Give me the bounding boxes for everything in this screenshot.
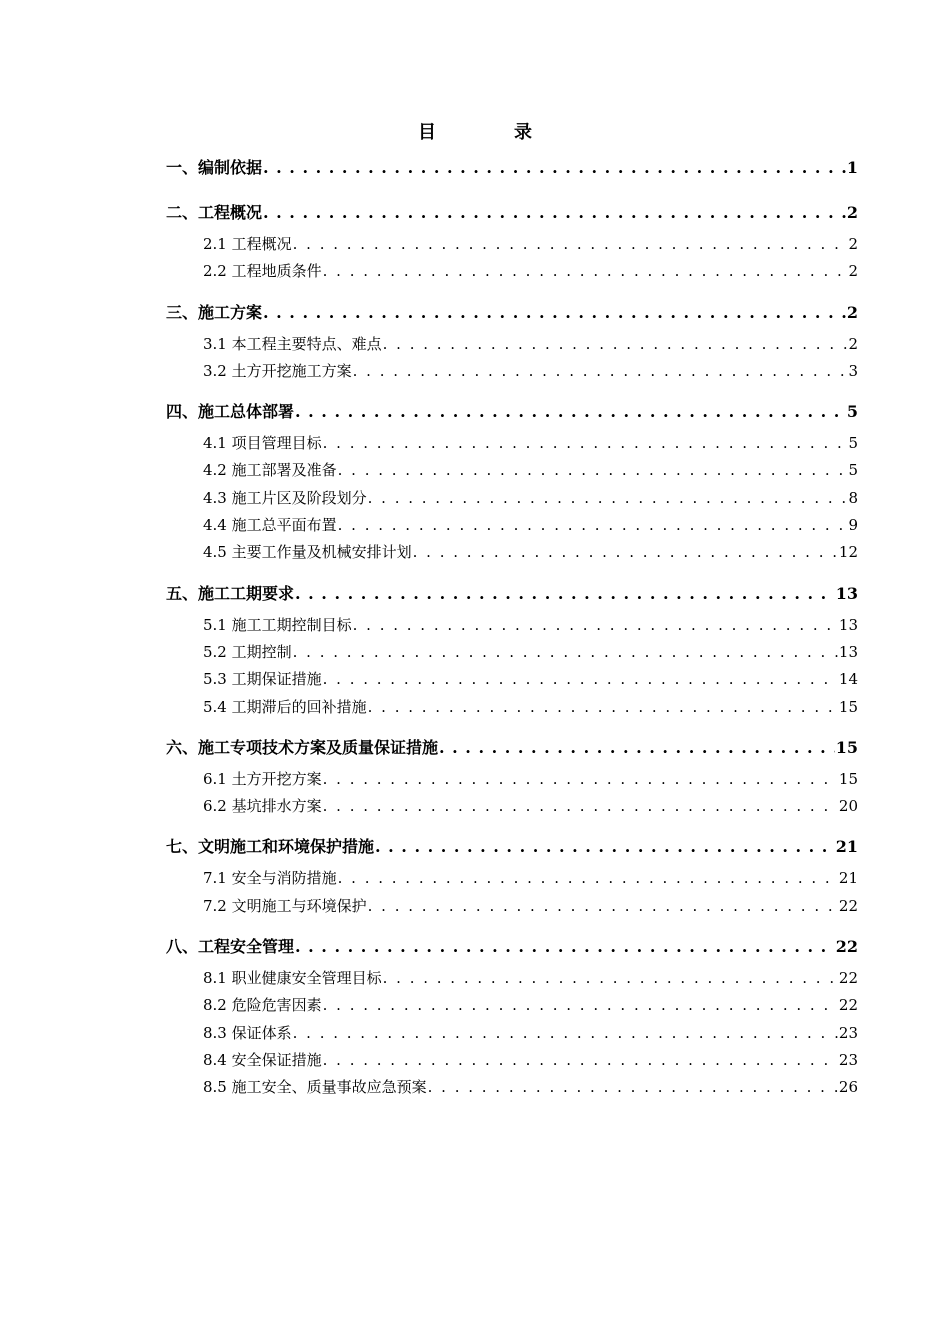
toc-section-entry[interactable] [166,576,858,612]
toc-entry-label: 7.1 安全与消防措施 [203,869,337,888]
toc-page-number: 22 [838,969,858,988]
toc-entry-label: 6.2 基坑排水方案 [203,797,322,816]
toc-subsection-entry[interactable] [166,666,858,693]
toc-page-number: 20 [838,797,858,816]
toc-subsection-entry[interactable] [166,539,858,566]
table-of-contents [166,150,858,1102]
toc-dot-leader [323,1047,838,1074]
toc-dot-leader [263,295,846,331]
toc-entry-label: 二、工程概况 [166,203,263,222]
toc-subsection-entry[interactable] [166,430,858,457]
toc-page-number: 26 [838,1078,858,1097]
toc-page-number: 14 [838,670,858,689]
toc-entry-label: 5.2 工期控制 [203,642,292,661]
toc-dot-leader [375,829,835,865]
toc-section-entry[interactable] [166,730,858,766]
toc-dot-leader [323,766,838,793]
toc-section-entry[interactable] [166,929,858,965]
toc-dot-leader [413,539,838,566]
toc-dot-leader [323,258,848,285]
toc-dot-leader [439,730,835,766]
toc-page-number: 13 [838,615,858,634]
toc-section-entry[interactable] [166,394,858,430]
toc-subsection-entry[interactable] [166,965,858,992]
toc-section-entry[interactable] [166,295,858,331]
toc-subsection-entry[interactable] [166,766,858,793]
toc-page-number: 23 [838,1050,858,1069]
toc-entry-label: 8.3 保证体系 [203,1023,292,1042]
toc-entry-label: 八、工程安全管理 [166,937,295,957]
toc-subsection-entry[interactable] [166,457,858,484]
toc-dot-leader [263,195,846,231]
toc-dot-leader [293,231,848,258]
toc-entry-label: 4.5 主要工作量及机械安排计划 [203,543,412,562]
toc-page-number: 1 [846,158,858,177]
toc-subsection-entry[interactable] [166,258,858,285]
toc-dot-leader [323,793,838,820]
toc-dot-leader [323,430,848,457]
toc-page-number: 2 [848,235,858,253]
toc-dot-leader [323,666,838,693]
toc-subsection-entry[interactable] [166,639,858,666]
toc-dot-leader [263,150,846,186]
toc-page-number: 22 [838,896,858,915]
toc-entry-label: 8.5 施工安全、质量事故应急预案 [203,1078,427,1097]
toc-subsection-entry[interactable] [166,793,858,820]
toc-page-number: 5 [848,461,858,480]
toc-page-number: 2 [846,302,858,322]
toc-dot-leader [353,612,838,639]
toc-subsection-entry[interactable] [166,893,858,920]
toc-page-number: 21 [838,869,858,888]
toc-entry-label: 五、施工工期要求 [166,583,295,603]
toc-page-number: 5 [846,402,858,422]
toc-entry-label: 4.2 施工部署及准备 [203,461,337,480]
toc-dot-leader [293,639,838,666]
toc-dot-leader [353,358,848,385]
toc-section-entry[interactable] [166,829,858,865]
toc-subsection-entry[interactable] [166,358,858,385]
toc-page-number: 9 [848,516,858,535]
toc-subsection-entry[interactable] [166,1047,858,1074]
toc-entry-label: 8.1 职业健康安全管理目标 [203,969,382,988]
toc-entry-label: 8.4 安全保证措施 [203,1050,322,1069]
toc-entry-label: 2.2 工程地质条件 [203,262,322,281]
toc-entry-label: 8.2 危险危害因素 [203,996,322,1015]
toc-entry-label: 5.3 工期保证措施 [203,670,322,689]
toc-page-number: 2 [848,334,858,353]
toc-dot-leader [383,331,848,358]
toc-subsection-entry[interactable] [166,331,858,358]
toc-page-number: 5 [848,434,858,453]
toc-entry-label: 七、文明施工和环境保护措施 [166,837,375,857]
toc-entry-label: 六、施工专项技术方案及质量保证措施 [166,737,439,757]
toc-entry-label: 4.1 项目管理目标 [203,434,322,453]
toc-entry-label: 2.1 工程概况 [203,235,292,253]
toc-page-number: 8 [848,488,858,507]
toc-dot-leader [338,457,848,484]
toc-entry-label: 6.1 土方开挖方案 [203,769,322,788]
toc-dot-leader [383,965,838,992]
toc-entry-label: 5.1 施工工期控制目标 [203,615,352,634]
toc-subsection-entry[interactable] [166,612,858,639]
toc-page-number: 2 [848,262,858,281]
toc-subsection-entry[interactable] [166,231,858,258]
toc-page-number: 15 [838,769,858,788]
toc-subsection-entry[interactable] [166,485,858,512]
toc-page-number: 13 [835,583,858,603]
toc-dot-leader [368,893,838,920]
toc-page-number: 15 [835,737,858,757]
toc-page-number: 2 [846,203,858,222]
toc-page-number: 12 [838,543,858,562]
toc-section-entry[interactable] [166,195,858,231]
toc-entry-label: 5.4 工期滞后的回补措施 [203,697,367,716]
toc-section-entry[interactable] [166,150,858,186]
toc-entry-label: 4.3 施工片区及阶段划分 [203,488,367,507]
toc-subsection-entry[interactable] [166,1074,858,1101]
toc-dot-leader [338,865,838,892]
toc-page-number: 21 [835,837,858,857]
toc-entry-label: 四、施工总体部署 [166,402,295,422]
toc-page-number: 22 [835,937,858,957]
toc-page-number: 22 [838,996,858,1015]
toc-subsection-entry[interactable] [166,865,858,892]
toc-entry-label: 3.1 本工程主要特点、难点 [203,334,382,353]
toc-dot-leader [338,512,848,539]
toc-dot-leader [428,1074,838,1101]
toc-title: 目 录 [418,122,562,143]
toc-subsection-entry[interactable] [166,992,858,1019]
toc-subsection-entry[interactable] [166,512,858,539]
toc-page-number: 3 [848,361,858,380]
toc-entry-label: 一、编制依据 [166,158,263,177]
toc-dot-leader [293,1020,838,1047]
toc-dot-leader [323,992,838,1019]
toc-entry-label: 4.4 施工总平面布置 [203,516,337,535]
toc-dot-leader [368,694,838,721]
toc-dot-leader [295,394,846,430]
toc-entry-label: 7.2 文明施工与环境保护 [203,896,367,915]
toc-dot-leader [368,485,848,512]
toc-entry-label: 3.2 土方开挖施工方案 [203,361,352,380]
toc-page-number: 15 [838,697,858,716]
toc-dot-leader [295,576,835,612]
toc-subsection-entry[interactable] [166,694,858,721]
toc-entry-label: 三、施工方案 [166,302,263,322]
toc-page-number: 23 [838,1023,858,1042]
toc-page-number: 13 [838,642,858,661]
toc-dot-leader [295,929,835,965]
toc-subsection-entry[interactable] [166,1020,858,1047]
